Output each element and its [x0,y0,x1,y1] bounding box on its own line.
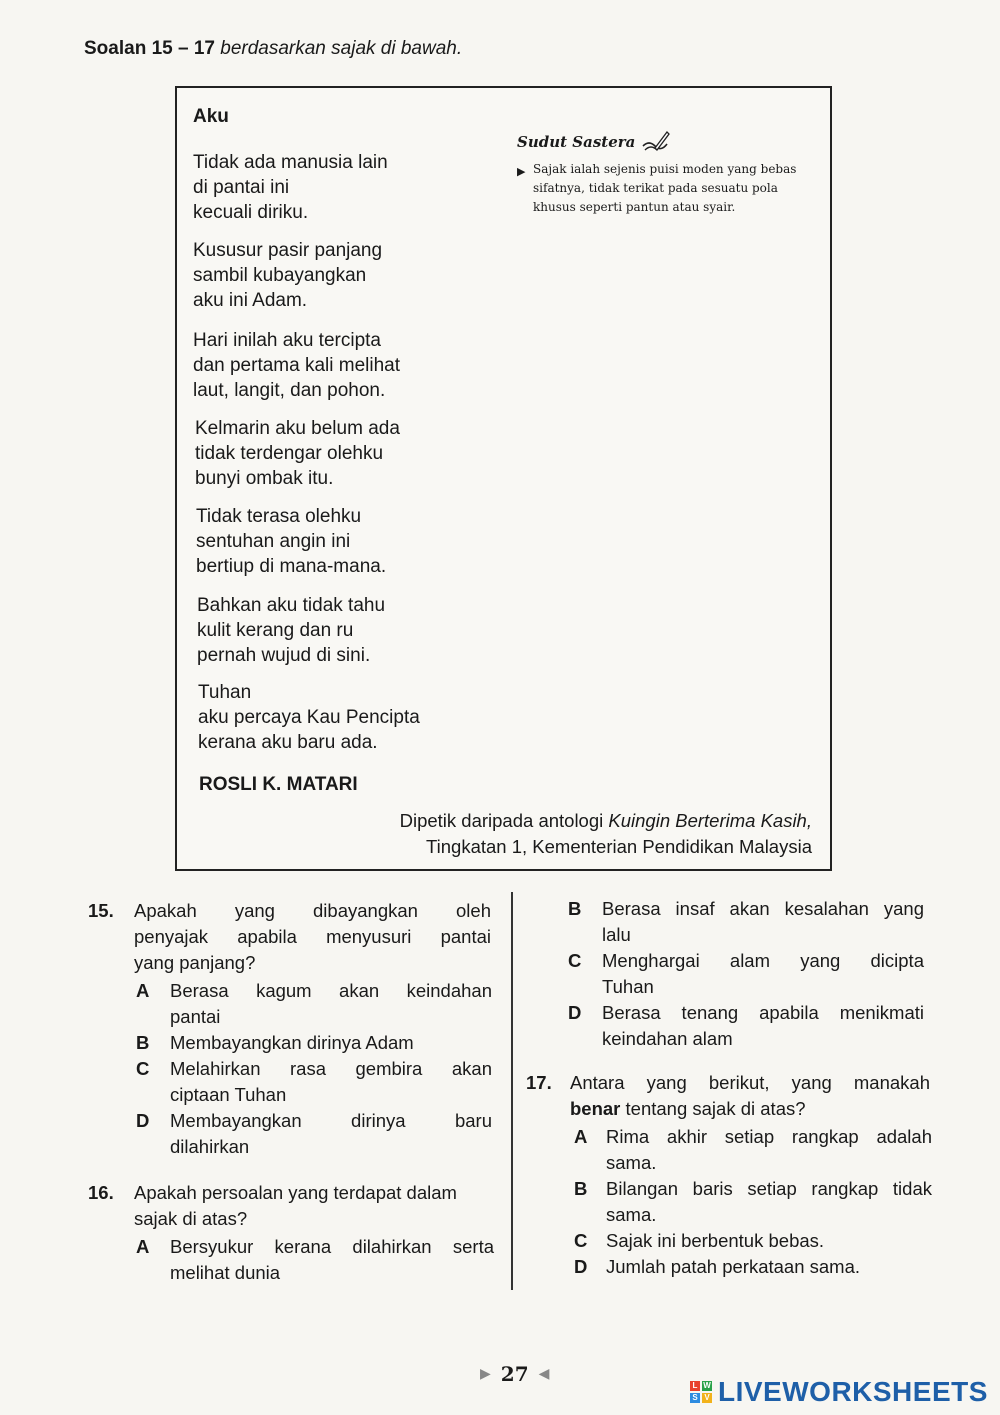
option-line: dilahirkan [170,1136,250,1157]
option-line: melihat dunia [170,1262,281,1283]
option-line: ciptaan Tuhan [170,1084,287,1105]
option-line: Jumlah patah perkataan sama. [606,1256,861,1277]
note-line: khusus seperti pantun atau syair. [533,200,736,214]
poem-title: Aku [193,106,229,127]
option-letter: C [136,1058,150,1079]
source-line2: Tingkatan 1, Kementerian Pendidikan Malaysia [426,836,812,857]
option-line: Rima akhir setiap rangkap adalah [606,1126,932,1147]
sudut-sastera-note [517,160,817,217]
poem-source [400,808,812,860]
option-letter: A [136,1236,150,1257]
triangle-bullet-icon: ▶ [517,165,526,178]
logo-cell: W [703,1381,711,1390]
column-divider [511,892,513,1290]
left-arrow-icon: ◀ [538,1366,550,1382]
question-line: Apakah yang dibayangkan oleh [134,900,491,921]
poem-line: bertiup di mana-mana. [196,556,387,577]
quill-scroll-icon [641,130,671,154]
stanza-3 [193,328,400,403]
question-line: sajak di atas? [134,1208,248,1229]
poem-line: kerana aku baru ada. [198,732,378,753]
brand-text: LIVEWORKSHEETS [718,1376,988,1407]
option-letter: D [568,1002,582,1023]
poem-line: sambil kubayangkan [193,265,367,286]
poem-line: di pantai ini [193,177,290,198]
question-line: penyajak apabila menyusuri pantai [134,926,491,947]
poem-line: Kelmarin aku belum ada [195,418,400,439]
option-line: Berasa kagum akan keindahan [170,980,492,1001]
question-text [134,898,491,976]
option-line: sama. [606,1204,657,1225]
option-letter: A [574,1126,588,1147]
poem-line: kecuali diriku. [193,202,309,223]
question-16 [88,1180,493,1290]
option-line: Bilangan baris setiap rangkap tidak [606,1178,932,1199]
poem-line: Hari inilah aku tercipta [193,330,381,351]
poem-line: laut, langit, dan pohon. [193,380,386,401]
option-letter: D [574,1256,588,1277]
emphasis-text: benar [570,1098,621,1119]
question-line: Apakah persoalan yang terdapat dalam [134,1182,457,1203]
option-letter: A [136,980,150,1001]
sudut-sastera-box [517,130,817,217]
logo-cell: L [690,1381,700,1391]
stanza-1 [193,150,388,225]
header-bold: Soalan 15 – 17 [84,38,215,59]
stanza-6 [197,593,385,668]
poem-line: aku ini Adam. [193,290,308,311]
question-number: 16. [88,1182,114,1203]
poem-line: Tidak terasa olehku [196,506,362,527]
sudut-sastera-title [517,130,817,154]
poem-line: aku percaya Kau Pencipta [198,707,420,728]
option-letter: C [574,1230,588,1251]
question-17 [526,1070,931,1290]
option-line: Menghargai alam yang dicipta [602,950,924,971]
option-letter: B [136,1032,150,1053]
poem-line: tidak terdengar olehku [195,443,384,464]
source-title: Kuingin Berterima Kasih, [608,810,812,831]
option-line: Melahirkan rasa gembira akan [170,1058,492,1079]
option-line: Membayangkan dirinya baru [170,1110,492,1131]
poem-line: Kususur pasir panjang [193,240,383,261]
header-italic: berdasarkan sajak di bawah. [220,38,463,59]
question-line-rest: tentang sajak di atas? [620,1098,806,1119]
question-number: 15. [88,900,114,921]
question-number: 17. [526,1072,552,1093]
question-line: yang panjang? [134,952,256,973]
poem-line: pernah wujud di sini. [197,645,371,666]
poem-line: Tuhan [198,682,252,703]
question-line: Antara yang berikut, yang manakah [570,1072,930,1093]
poem-line: bunyi ombak itu. [195,468,334,489]
page-number-text: 27 [500,1362,529,1386]
poem-author: ROSLI K. MATARI [199,774,358,795]
option-line: Berasa insaf akan kesalahan yang [602,898,924,919]
question-text [134,1180,494,1232]
option-line: pantai [170,1006,221,1027]
option-letter: B [574,1178,588,1199]
question-16-continued [568,896,928,1056]
note-line: sifatnya, tidak terikat pada sesuatu pola [533,181,778,195]
option-line: Membayangkan dirinya Adam [170,1032,414,1053]
source-prefix: Dipetik daripada antologi [399,810,609,831]
stanza-5 [196,504,386,579]
question-text [570,1070,930,1122]
poem-line: kulit kerang dan ru [197,620,354,641]
logo-grid-icon [690,1381,712,1403]
option-line: keindahan alam [602,1028,733,1049]
liveworksheets-logo [690,1376,988,1408]
sudut-title-text: Sudut Sastera [517,133,636,151]
option-line: lalu [602,924,631,945]
question-15 [88,898,493,1178]
right-arrow-icon: ▶ [480,1366,491,1382]
option-line: Berasa tenang apabila menikmati [602,1002,924,1023]
note-line: Sajak ialah sejenis puisi moden yang bebas [533,162,797,176]
stanza-2 [193,238,382,313]
poem-line: Bahkan aku tidak tahu [197,595,386,616]
logo-cell: V [702,1393,712,1403]
option-line: Tuhan [602,976,654,997]
option-line: sama. [606,1152,657,1173]
page-number [480,1362,549,1386]
poem-line: Tidak ada manusia lain [193,152,388,173]
option-letter: B [568,898,582,919]
section-header [84,38,462,60]
poem-line: dan pertama kali melihat [193,355,400,376]
option-letter: D [136,1110,150,1131]
option-line: Sajak ini berbentuk bebas. [606,1230,825,1251]
option-letter: C [568,950,582,971]
stanza-4 [195,416,400,491]
poem-box [175,86,832,871]
option-line: Bersyukur kerana dilahirkan serta [170,1236,494,1257]
poem-line: sentuhan angin ini [196,531,351,552]
logo-cell: S [690,1393,700,1403]
question-line [570,1096,930,1122]
stanza-7 [198,680,420,755]
